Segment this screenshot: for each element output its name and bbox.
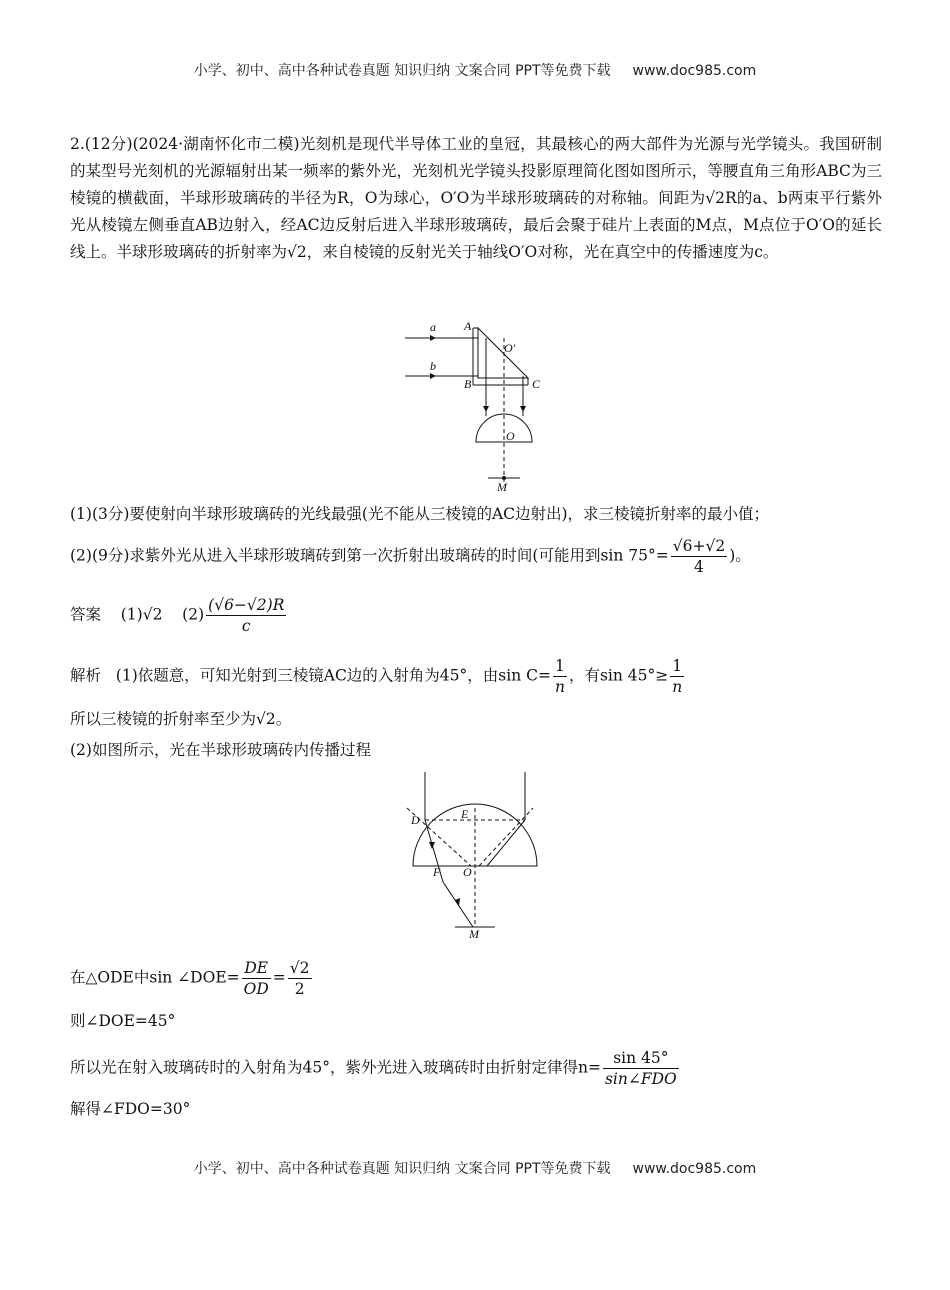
label-O: O (506, 429, 515, 443)
analysis-6-text: 所以光在射入玻璃砖时的入射角为45°，紫外光进入玻璃砖时由折射定律得n= (70, 1058, 601, 1077)
label-M: M (497, 480, 507, 494)
glass-index-value: √2 (287, 243, 307, 261)
label-b: b (430, 359, 436, 373)
label-A: A (464, 319, 472, 333)
answer-2-numerator: (√6−√2)R (208, 596, 285, 614)
sin75-numerator: √6+√2 (672, 537, 726, 555)
analysis-1-mid: ，有sin 45°≥ (568, 666, 669, 685)
sinC-denominator: n (554, 678, 565, 696)
sinDOE-value-denominator: 2 (294, 980, 305, 998)
sinDOE-denominator: OD (243, 980, 269, 998)
analysis-2-end: 。 (275, 710, 292, 728)
label-F: F (433, 865, 441, 879)
sinDOE-fraction (242, 958, 271, 999)
question-1-text: (1)(3分)要使射向半球形玻璃砖的光线最强(光不能从三棱镜的AC边射出)，求三棱镜折射率的最小值； (70, 505, 770, 523)
analysis-4-text: 在△ODE中sin ∠DOE= (70, 968, 240, 987)
spacing-value: √2R (705, 189, 737, 207)
label-a: a (430, 320, 436, 334)
answer-2-denominator: c (241, 617, 251, 635)
refraction-fraction (603, 1048, 679, 1089)
analysis-line-2 (70, 708, 885, 730)
page-footer (0, 1158, 950, 1178)
label-C: C (532, 377, 541, 391)
header-url[interactable]: www.doc985.com (632, 63, 757, 79)
analysis-2-text: 所以三棱镜的折射率至少为 (70, 710, 257, 728)
answer-1-value: √2 (142, 605, 163, 624)
analysis-7-text: 解得∠FDO=30° (70, 1100, 191, 1118)
page-header (0, 60, 950, 80)
analysis-line-5 (70, 1010, 885, 1032)
analysis-line-4 (70, 958, 885, 999)
sinDOE-value-fraction (288, 958, 312, 999)
label-M-2: M (469, 927, 479, 941)
answer-1-prefix: (1) (120, 605, 143, 624)
problem-intro-3: ，来自棱镜的反射光关于轴线O′O对称，光在真空中的传播速度为c。 (306, 243, 779, 261)
analysis-label: 解析 (70, 666, 102, 685)
answer-line (70, 595, 885, 636)
answer-2-prefix: (2) (182, 605, 205, 624)
analysis-5-text: 则∠DOE=45° (70, 1012, 176, 1030)
question-2-text: (2)(9分)求紫外光从进入半球形玻璃砖到第一次折射出玻璃砖的时间(可能用到sin 75°= (70, 546, 669, 565)
header-text: 小学、初中、高中各种试卷真题 知识归纳 文案合同 PPT等免费下载 (193, 63, 611, 79)
problem-intro-2: 的a、b两束平行紫外光从棱镜左侧垂直AB边射入，经AC边反射后进入半球形玻璃砖，最后会聚于硅片上表面的M点，M点位于O′O的延长线上。半球形玻璃砖的折射率为 (70, 189, 882, 261)
problem-statement (70, 131, 882, 266)
sinC-fraction (553, 656, 567, 697)
figure-prism-hemisphere (400, 318, 550, 498)
label-O-prime: O′ (504, 341, 516, 355)
sinC-numerator: 1 (553, 656, 567, 677)
analysis-line-3 (70, 739, 885, 761)
problem-number: 2.(12分)(2024·湖南怀化市二模) (70, 135, 300, 153)
analysis-1-text: (1)依题意，可知光射到三棱镜AC边的入射角为45°，由sin C= (115, 666, 551, 685)
sin75-fraction (671, 536, 727, 577)
refraction-numerator: sin 45° (603, 1048, 679, 1069)
analysis-line-7 (70, 1098, 885, 1120)
sinDOE-numerator: DE (242, 958, 271, 979)
refraction-denominator: sin∠FDO (604, 1070, 677, 1088)
equals-sign: = (272, 968, 286, 987)
min-index-value: √2 (256, 710, 276, 728)
footer-url[interactable]: www.doc985.com (632, 1161, 757, 1177)
answer-2-fraction (206, 595, 286, 636)
sinDOE-value-numerator: √2 (289, 959, 310, 977)
answer-label: 答案 (70, 605, 102, 624)
analysis-line-1 (70, 656, 885, 697)
label-D: D (411, 813, 420, 827)
sin45-numerator: 1 (670, 656, 684, 677)
problem-intro: 光刻机是现代半导体工业的皇冠，其最核心的两大部件为光源与光学镜头。我国研制的某型号光刻机的光源辐射出某一频率的紫外光，光刻机光学镜头投影原理简化图如图所示，等腰直角三角形ABC为三棱镜的横截面，半球形玻璃砖的半径为R，O为球心，O′O为半球形玻璃砖的对称轴。间距为 (70, 135, 882, 207)
footer-text: 小学、初中、高中各种试卷真题 知识归纳 文案合同 PPT等免费下载 (193, 1161, 611, 1177)
label-E: E (461, 807, 469, 821)
question-2 (70, 536, 885, 577)
figure-propagation (405, 772, 545, 942)
question-2-end: )。 (729, 546, 751, 565)
analysis-3-text: (2)如图所示，光在半球形玻璃砖内传播过程 (70, 741, 371, 759)
question-1 (70, 503, 885, 525)
sin45-fraction (670, 656, 684, 697)
sin75-denominator: 4 (694, 558, 704, 576)
hemisphere-2 (413, 804, 537, 866)
label-O-2: O (463, 865, 472, 879)
label-B: B (464, 377, 472, 391)
sin45-denominator: n (672, 678, 683, 696)
analysis-line-6 (70, 1048, 885, 1089)
